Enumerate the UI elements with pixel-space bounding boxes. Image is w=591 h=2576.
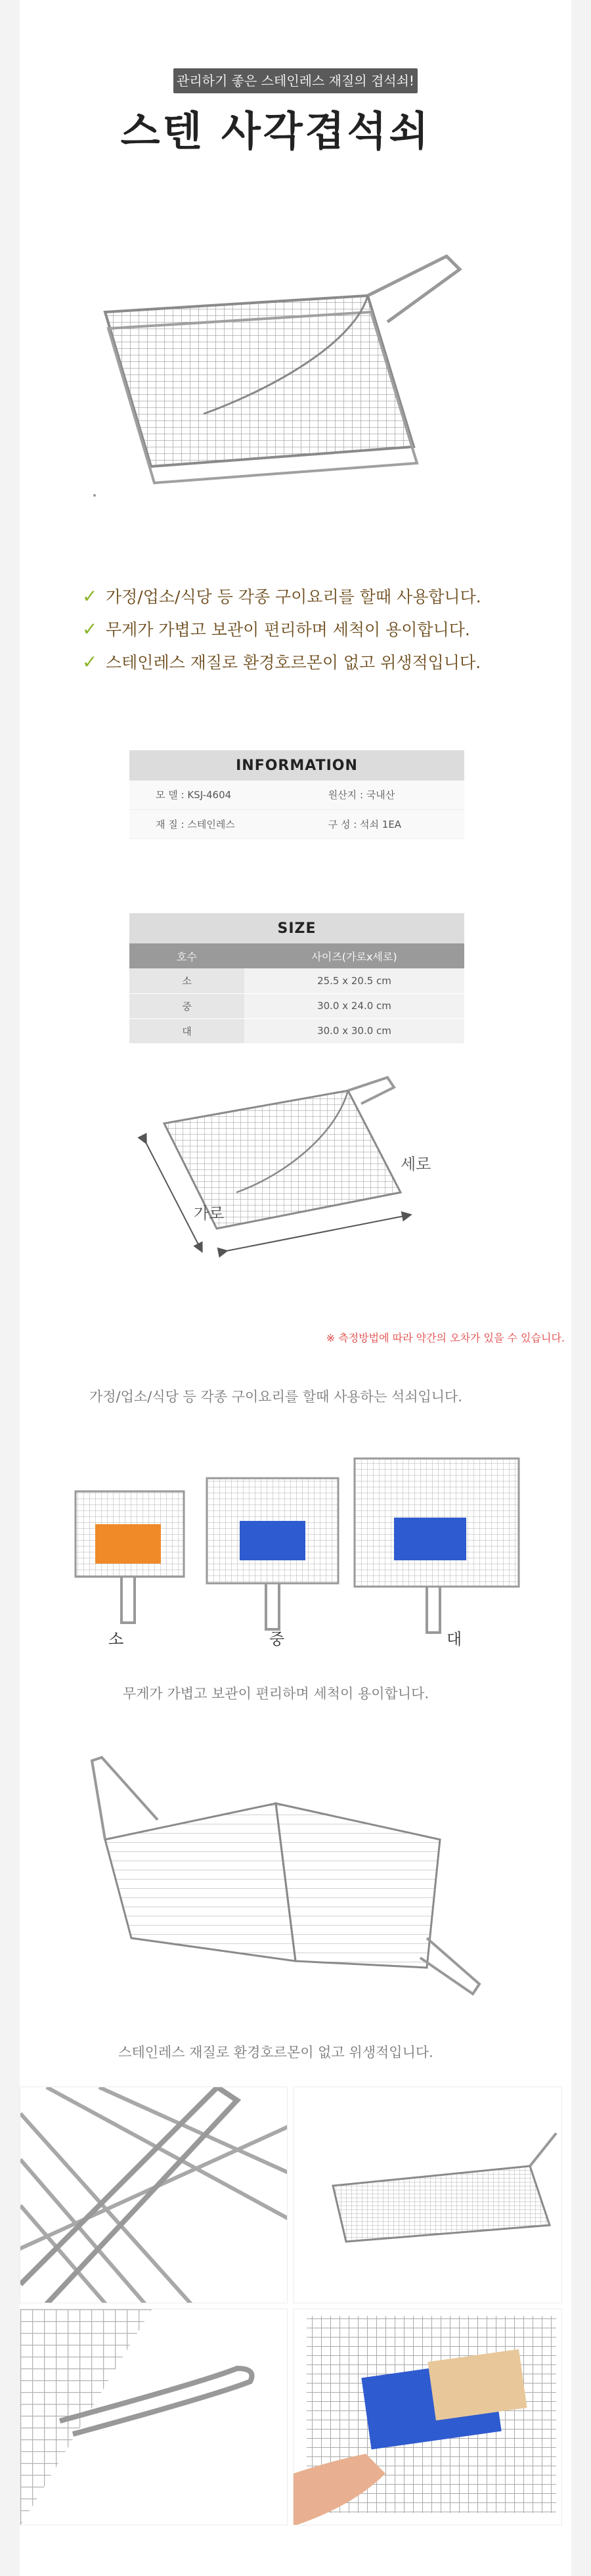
table-row — [129, 968, 464, 993]
size-col-header: 호수 — [129, 943, 244, 968]
size-comparison-image — [66, 1445, 525, 1642]
information-table — [129, 750, 464, 839]
size-table — [129, 913, 464, 1044]
detail-photo-4 — [293, 2309, 562, 2525]
feature-item — [82, 645, 542, 678]
table-row — [129, 993, 464, 1018]
size-value: 30.0 x 30.0 cm — [244, 1018, 464, 1043]
size-key: 중 — [129, 993, 244, 1018]
height-label: 세로 — [401, 1156, 431, 1173]
size-heading: SIZE — [129, 913, 464, 943]
decor-dot — [93, 494, 96, 497]
dimension-col-header: 사이즈(가로x세로) — [244, 943, 464, 968]
feature-text: 스테인레스 재질로 환경호르몬이 없고 위생적입니다. — [106, 653, 481, 672]
detail-photo-3 — [20, 2309, 288, 2525]
description-3: 스테인레스 재질로 환경호르몬이 없고 위생적입니다. — [118, 2045, 433, 2060]
size-key: 소 — [129, 968, 244, 993]
size-value: 30.0 x 24.0 cm — [244, 993, 464, 1018]
detail-photo-2 — [293, 2087, 562, 2303]
check-icon: ✓ — [82, 650, 98, 673]
feature-list — [82, 579, 542, 678]
detail-photo-1 — [20, 2087, 288, 2303]
open-grill-image — [79, 1741, 499, 2004]
check-icon: ✓ — [82, 585, 98, 607]
width-label: 가로 — [194, 1205, 225, 1223]
feature-text: 가정/업소/식당 등 각종 구이요리를 할때 사용합니다. — [106, 587, 481, 606]
info-material: 재 질 : 스테인레스 — [129, 809, 302, 838]
description-1: 가정/업소/식당 등 각종 구이요리를 할때 사용하는 석쇠입니다. — [89, 1389, 463, 1405]
info-origin: 원산지 : 국내산 — [302, 780, 464, 809]
dimension-diagram — [125, 1051, 492, 1275]
description-2: 무게가 가볍고 보관이 편리하며 세척이 용이합니다. — [122, 1686, 429, 1702]
hero-grill-image — [79, 250, 506, 526]
feature-text: 무게가 가볍고 보관이 편리하며 세척이 용이합니다. — [106, 620, 470, 639]
feature-item — [82, 612, 542, 645]
size-key: 대 — [129, 1018, 244, 1043]
product-title: 스텐 사각겹석쇠 — [120, 107, 431, 155]
size-label-large: 대 — [447, 1630, 462, 1648]
info-composition: 구 성 : 석쇠 1EA — [302, 809, 464, 838]
table-row — [129, 1018, 464, 1043]
size-label-small: 소 — [108, 1630, 124, 1648]
size-label-medium: 중 — [269, 1630, 285, 1648]
tagline-badge: 관리하기 좋은 스테인레스 재질의 겹석쇠! — [173, 68, 418, 93]
measurement-note: ※ 측정방법에 따라 약간의 오차가 있을 수 있습니다. — [326, 1332, 565, 1344]
size-value: 25.5 x 20.5 cm — [244, 968, 464, 993]
information-heading: INFORMATION — [129, 750, 464, 780]
check-icon: ✓ — [82, 618, 98, 640]
info-model: 모 델 : KSJ-4604 — [129, 780, 302, 809]
feature-item — [82, 579, 542, 612]
